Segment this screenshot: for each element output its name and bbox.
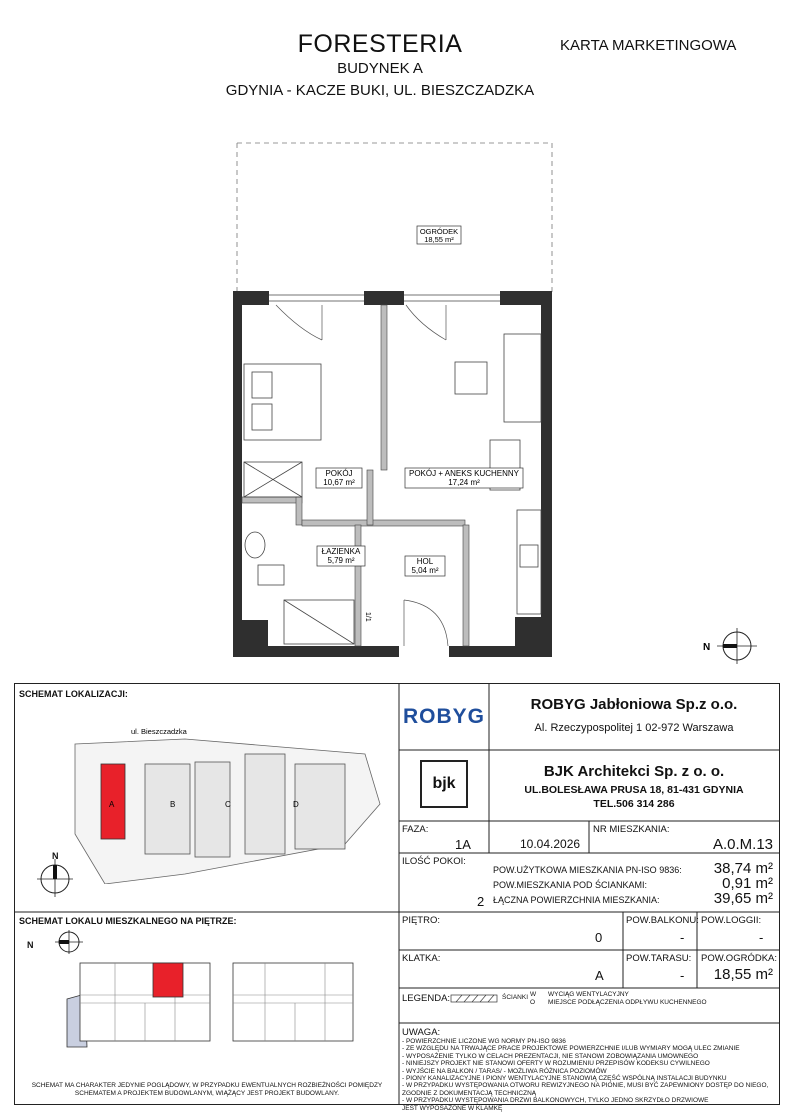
project-address: GDYNIA - KACZE BUKI, UL. BIESZCZADZKA bbox=[225, 82, 535, 99]
apartment-highlight bbox=[153, 963, 183, 997]
legend-drain: MIEJSCE PODŁĄCZENIA ODPŁYWU KUCHENNEGO bbox=[548, 999, 707, 1006]
north-label: N bbox=[703, 642, 711, 653]
compass-icon bbox=[717, 628, 757, 664]
note-line: JEST WYPOSAŻONE W KLAMKĘ bbox=[402, 1104, 503, 1112]
note-line: - POWIERZCHNIE LICZONE WG NORMY PN-ISO 9836 bbox=[402, 1038, 566, 1045]
legend-walls: ŚCIANKI bbox=[502, 994, 529, 1001]
disclaimer bbox=[15, 1082, 399, 1098]
room-area: 5,79 m² bbox=[327, 556, 355, 565]
note-line: - WYPOSAŻENIE TYLKO W CELACH PREZENTACJI, NIE STANOWI ZOBOWIĄZANIA UMOWNEGO bbox=[402, 1052, 699, 1060]
floor-scheme-map bbox=[65, 959, 365, 1049]
vent-label: 1/1 bbox=[364, 612, 371, 622]
terrace-label: POW.TARASU: bbox=[626, 953, 692, 964]
floor-scheme-heading: SCHEMAT LOKALU MIESZKALNEGO NA PIĘTRZE: bbox=[19, 916, 237, 926]
bjk-logo-text: bjk bbox=[420, 760, 468, 808]
room-area: 18,55 m² bbox=[424, 235, 454, 244]
room-area: 10,67 m² bbox=[323, 478, 355, 487]
street-name: ul. Bieszczadzka bbox=[131, 727, 187, 736]
apartment-number-label: NR MIESZKANIA: bbox=[593, 824, 670, 835]
building-label: C bbox=[225, 800, 231, 809]
garden-outline bbox=[237, 143, 552, 292]
room-name: HOL bbox=[416, 557, 434, 566]
north-label: N bbox=[52, 851, 59, 861]
room-name: POKÓJ bbox=[325, 469, 353, 478]
note-line: ZGODNIE Z DOKUMENTACJĄ TECHNICZNĄ bbox=[402, 1089, 537, 1097]
loggia-label: POW.LOGGII: bbox=[701, 915, 762, 926]
balcony-value: - bbox=[680, 930, 685, 945]
architect-address: UL.BOLESŁAWA PRUSA 18, 81-431 GDYNIA bbox=[524, 784, 744, 796]
building-label: B bbox=[170, 800, 176, 809]
legend-label: LEGENDA: bbox=[402, 993, 451, 1004]
rooms-count: 2 bbox=[477, 894, 485, 909]
location-heading: SCHEMAT LOKALIZACJI: bbox=[19, 689, 128, 699]
room-name: OGRÓDEK bbox=[419, 227, 459, 236]
info-panel bbox=[14, 683, 780, 1112]
note-line: - NINIEJSZY PROJEKT NIE STANOWI OFERTY W ROZUMIENIU PRZEPISÓW KODEKSU CYWILNEGO bbox=[402, 1060, 710, 1068]
note-line: - PIONY KANALIZACYJNE I PIONY WENTYLACYJNE STANOWIĄ CZĘŚĆ WSPÓLNĄ INSTALACJI BUDYNKU bbox=[402, 1075, 727, 1083]
loggia-value: - bbox=[759, 930, 764, 945]
card-type: KARTA MARKETINGOWA bbox=[560, 37, 737, 54]
legend-drain-code: O bbox=[530, 999, 536, 1006]
note-line: - WYJŚCIE NA BALKON / TARAS/ - MOŻLIWA RÓŻNICA POZIOMÓW bbox=[402, 1067, 607, 1075]
north-label: N bbox=[27, 940, 34, 950]
architect-phone: TEL.506 314 286 bbox=[593, 798, 675, 810]
developer-address: Al. Rzeczypospolitej 1 02-972 Warszawa bbox=[534, 722, 734, 734]
developer-name: ROBYG Jabłoniowa Sp.z o.o. bbox=[530, 696, 738, 713]
bjk-logo bbox=[414, 756, 474, 812]
faza-value: 1A bbox=[455, 837, 471, 852]
under-walls-area-label: POW.MIESZKANIA POD ŚCIANKAMI: bbox=[493, 880, 648, 890]
compass-icon bbox=[29, 929, 84, 955]
garden-label: POW.OGRÓDKA: bbox=[701, 953, 778, 964]
building-label: A bbox=[109, 800, 115, 809]
notes-list bbox=[402, 1038, 774, 1112]
architect-name: BJK Architekci Sp. z o. o. bbox=[543, 763, 725, 780]
usable-area-label: POW.UŻYTKOWA MIESZKANIA PN-ISO 9836: bbox=[493, 865, 682, 875]
apartment-number: A.0.M.13 bbox=[712, 836, 773, 853]
furniture bbox=[244, 334, 541, 644]
notes-heading: UWAGA: bbox=[402, 1027, 441, 1038]
total-area: 39,65 m² bbox=[713, 890, 773, 907]
faza-label: FAZA: bbox=[402, 824, 429, 835]
balcony-label: POW.BALKONU: bbox=[626, 915, 699, 926]
building-name: BUDYNEK A bbox=[337, 60, 423, 77]
location-map bbox=[35, 714, 385, 884]
usable-area: 38,74 m² bbox=[713, 860, 773, 877]
room-name: ŁAZIENKA bbox=[321, 547, 361, 556]
room-area: 5,04 m² bbox=[411, 566, 439, 575]
garden-value: 18,55 m² bbox=[713, 966, 773, 983]
staircase-label: KLATKA: bbox=[402, 953, 441, 964]
disclaimer-line: SCHEMAT MA CHARAKTER JEDYNIE POGLĄDOWY, W PRZYPADKU EWENTUALNYCH ROZBIEŻNOŚCI POMIĘDZY bbox=[31, 1082, 383, 1089]
project-title: FORESTERIA bbox=[297, 30, 463, 58]
room-area: 17,24 m² bbox=[448, 478, 480, 487]
rooms-count-label: ILOŚĆ POKOI: bbox=[402, 856, 466, 867]
total-area-label: ŁĄCZNA POWIERZCHNIA MIESZKANIA: bbox=[493, 895, 660, 905]
under-walls-area: 0,91 m² bbox=[722, 875, 773, 892]
floor-value: 0 bbox=[595, 930, 603, 945]
room-name: POKÓJ + ANEKS KUCHENNY bbox=[408, 469, 520, 478]
note-line: - W PRZYPADKU WYSTĘPOWANIA DRZWI BALKONOWYCH, TYLKO JEDNO SKRZYDŁO DRZWIOWE bbox=[402, 1097, 709, 1105]
date-value: 10.04.2026 bbox=[520, 837, 581, 851]
disclaimer-line: SCHEMATEM A PROJEKTEM BUDOWLANYM, WIĄŻĄCY JEST PROJEKT BUDOWLANY. bbox=[74, 1090, 340, 1097]
floor-label: PIĘTRO: bbox=[402, 915, 441, 926]
terrace-value: - bbox=[680, 968, 685, 983]
legend-vent: WYCIĄG WENTYLACYJNY bbox=[548, 991, 629, 998]
building-label: D bbox=[293, 800, 299, 809]
staircase-value: A bbox=[595, 968, 604, 983]
wall-hatch-icon bbox=[450, 994, 500, 1004]
legend-vent-code: W bbox=[530, 991, 537, 998]
robyg-logo: ROBYG bbox=[402, 705, 485, 728]
note-line: - W PRZYPADKU WYSTĘPOWANIA OTWORU REWIZYJNEGO NA PIONIE, MUSI BYĆ ZAPEWNIONY DOSTĘP DO NIEGO, bbox=[402, 1082, 769, 1090]
note-line: - ZE WZGLĘDU NA TRWAJĄCE PRACE PROJEKTOWE POWIERZCHNIE I/LUB WYMIARY MOGĄ ULEC ZMIANIE bbox=[402, 1045, 740, 1053]
